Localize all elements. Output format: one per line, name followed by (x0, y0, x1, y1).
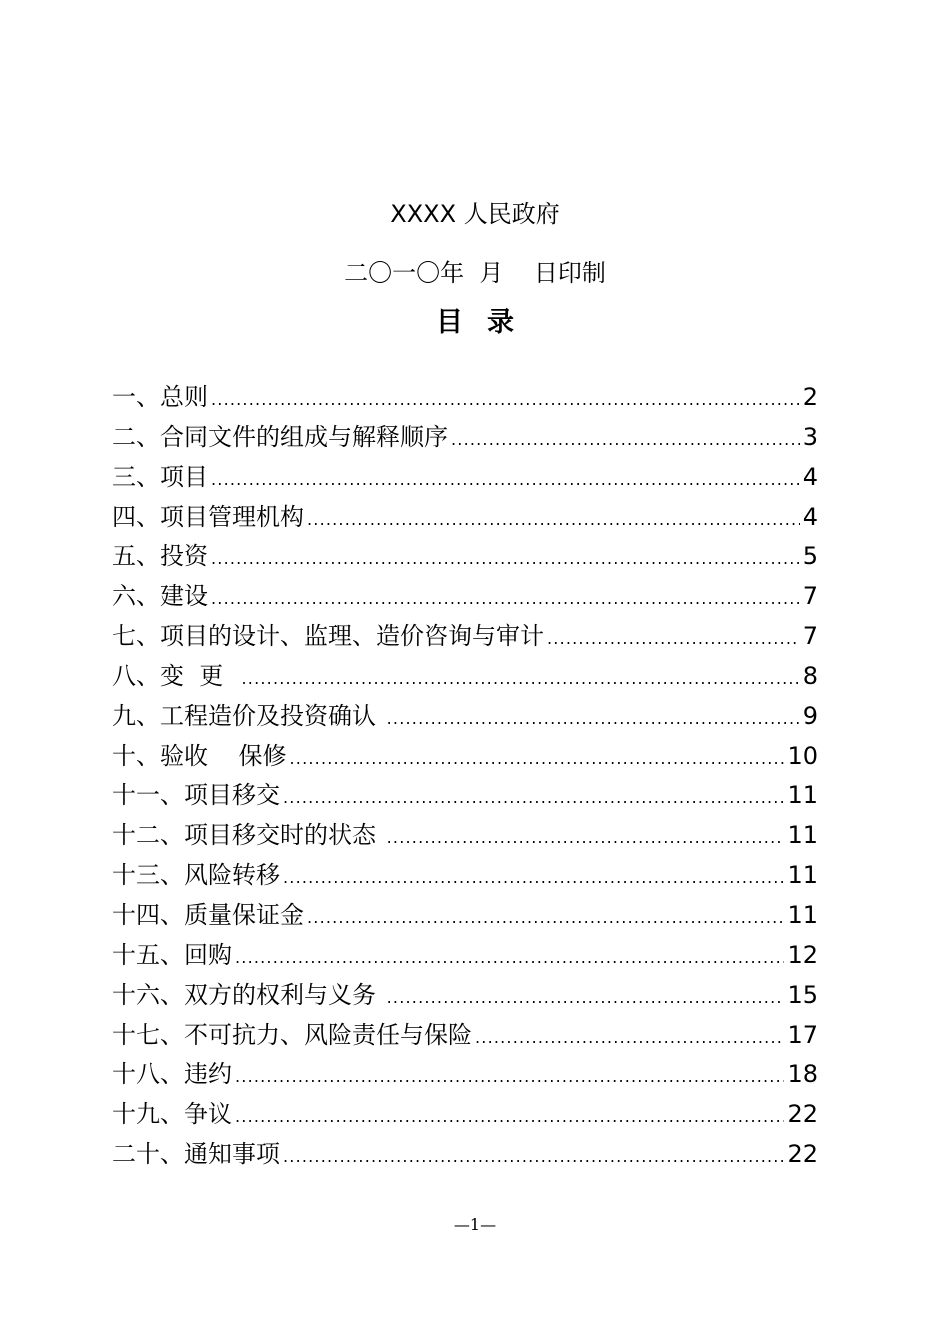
toc-entry-label: 十八、违约 (112, 1060, 232, 1089)
toc-entry[interactable] (112, 418, 818, 458)
toc-entry-page: 2 (802, 383, 818, 411)
toc-leader-dots (211, 460, 800, 500)
toc-entry-label: 十二、项目移交时的状态 (112, 821, 384, 850)
toc-entry-page: 4 (802, 462, 818, 491)
toc-entry-page: 12 (787, 940, 818, 969)
table-of-contents (112, 378, 818, 1175)
toc-leader-dots (235, 1057, 784, 1097)
toc-entry[interactable] (112, 1016, 818, 1056)
toc-entry-page: 11 (787, 821, 818, 850)
toc-leader-dots (307, 500, 800, 540)
toc-entry-label: 十九、争议 (112, 1100, 232, 1129)
toc-entry-page: 7 (802, 622, 818, 651)
toc-entry-page: 15 (787, 980, 818, 1009)
toc-entry[interactable] (112, 617, 818, 657)
toc-leader-dots (211, 380, 800, 420)
toc-leader-dots (235, 938, 784, 978)
toc-entry-page: 11 (787, 900, 818, 929)
toc-leader-dots (211, 539, 800, 579)
toc-entry[interactable] (112, 856, 818, 896)
toc-entry[interactable] (112, 577, 818, 617)
toc-entry-page: 18 (787, 1060, 818, 1089)
toc-leader-dots (283, 778, 784, 818)
toc-entry-page: 9 (802, 701, 818, 730)
toc-entry[interactable] (112, 737, 818, 777)
toc-entry-label: 十一、项目移交 (112, 781, 280, 810)
toc-entry-label: 十、验收 保修 (112, 741, 287, 770)
toc-entry-page: 17 (787, 1020, 818, 1049)
toc-entry-page: 7 (802, 582, 818, 611)
toc-entry[interactable] (112, 1095, 818, 1135)
toc-heading: 目录 (436, 307, 538, 338)
toc-entry-label: 五、投资 (112, 542, 208, 571)
toc-entry-label: 十六、双方的权利与义务 (112, 980, 384, 1009)
print-date: 二〇一〇年 月 日印制 (344, 259, 606, 287)
toc-entry-label: 三、项目 (112, 462, 208, 491)
toc-entry[interactable] (112, 936, 818, 976)
toc-leader-dots (451, 420, 800, 460)
toc-entry[interactable] (112, 1135, 818, 1175)
toc-entry-page: 10 (787, 741, 818, 770)
toc-entry-label: 十七、不可抗力、风险责任与保险 (112, 1020, 472, 1049)
toc-entry-page: 22 (787, 1100, 818, 1129)
toc-entry-label: 十四、质量保证金 (112, 900, 304, 929)
toc-entry[interactable] (112, 816, 818, 856)
page-number: —1— (453, 1215, 497, 1234)
toc-leader-dots (387, 699, 800, 739)
toc-entry[interactable] (112, 657, 818, 697)
toc-leader-dots (242, 659, 800, 699)
toc-entry-page: 11 (787, 861, 818, 890)
toc-entry[interactable] (112, 537, 818, 577)
toc-entry[interactable] (112, 458, 818, 498)
toc-entry-label: 九、工程造价及投资确认 (112, 701, 384, 730)
organization-name: XXXX 人民政府 (390, 200, 560, 228)
toc-leader-dots (475, 1018, 784, 1058)
toc-entry-page: 3 (802, 422, 818, 451)
toc-entry-label: 四、项目管理机构 (112, 502, 304, 531)
toc-entry-page: 4 (802, 502, 818, 531)
toc-leader-dots (283, 858, 784, 898)
toc-leader-dots (211, 579, 800, 619)
toc-entry[interactable] (112, 697, 818, 737)
toc-entry-label: 八、变 更 (112, 661, 239, 690)
toc-entry-label: 二十、通知事项 (112, 1140, 280, 1169)
toc-entry-page: 8 (802, 661, 818, 690)
toc-entry-label: 十三、风险转移 (112, 861, 280, 890)
toc-leader-dots (547, 619, 800, 659)
toc-entry-page: 11 (787, 781, 818, 810)
toc-leader-dots (387, 978, 785, 1018)
toc-leader-dots (283, 1137, 784, 1177)
toc-entry-page: 22 (787, 1140, 818, 1169)
toc-entry-page: 5 (802, 542, 818, 571)
toc-entry[interactable] (112, 896, 818, 936)
toc-entry[interactable] (112, 976, 818, 1016)
toc-entry[interactable] (112, 1055, 818, 1095)
toc-entry-label: 七、项目的设计、监理、造价咨询与审计 (112, 622, 544, 651)
toc-leader-dots (307, 898, 784, 938)
toc-leader-dots (290, 739, 785, 779)
toc-entry-label: 一、总则 (112, 383, 208, 411)
toc-entry-label: 六、建设 (112, 582, 208, 611)
toc-entry[interactable] (112, 498, 818, 538)
toc-entry-label: 十五、回购 (112, 940, 232, 969)
toc-leader-dots (235, 1097, 784, 1137)
toc-entry-label: 二、合同文件的组成与解释顺序 (112, 422, 448, 451)
toc-entry[interactable] (112, 378, 818, 418)
toc-entry[interactable] (112, 776, 818, 816)
toc-leader-dots (387, 818, 785, 858)
